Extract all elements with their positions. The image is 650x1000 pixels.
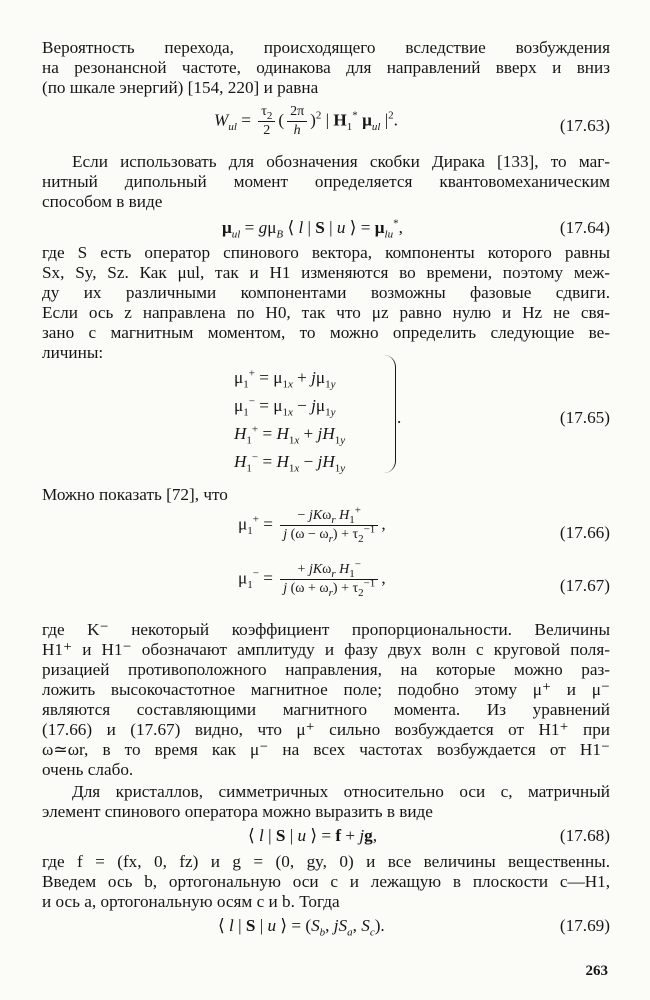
period: . (397, 408, 402, 427)
text-line: нитный дипольный момент определяется квантовомеханическим (42, 172, 610, 191)
equation-number: (17.68) (559, 826, 610, 845)
text-line: Введем ось b, ортогональную оси c и лежащую в плоскости c—H1, (42, 872, 610, 891)
equation-number: (17.66) (559, 523, 610, 542)
page-number: 263 (585, 963, 608, 979)
text-line: ду их различными компонентами возможны фазовые сдвиги. (42, 283, 610, 302)
text-line: личины: (42, 343, 104, 362)
equation-17-63: $W_{ul}$ = $\frac{\tau_2}{2}$ ( $\frac{2\pi}{h}$ )$^2$ | $H_1^*$ $\mu_{ul}$ $|^2$. (214, 104, 398, 138)
equation-17-67: $\mu_1^-$ = $\frac{+ jK\omega_r H_1^-}{j (\omega + \omega_r) + \tau_2^{-1}}$ , (238, 558, 386, 599)
text-line: H1⁺ и H1⁻ обозначают амплитуду и фазу двух волн с круговой поля- (42, 640, 610, 659)
equation-17-66: $\mu_1^+$ = $\frac{- jK\omega_r H_1^+}{j (\omega - \omega_r) + \tau_2^{-1}}$ , (238, 504, 386, 545)
text-line: на резонансной частоте, одинакова для направлений вверх и вниз (42, 58, 610, 77)
text-line: Для кристаллов, симметричных относительно оси c, матричный (72, 782, 610, 801)
equation-17-65-line: $\mu_1^- = \mu_{1x} - j\mu_{1y}$ (234, 395, 336, 419)
text-line: Если ось z направлена по H0, так что μz равно нулю и Hz не свя- (42, 303, 610, 322)
equation-17-68: ⟨ l | S | u ⟩ = f + jg, (248, 826, 378, 845)
text-line: способом в виде (42, 192, 163, 211)
text-line: (по шкале энергий) [154, 220] и равна (42, 78, 319, 97)
text-line: ризацией противоположного направления, на которые можно раз- (42, 660, 610, 679)
equation-number: (17.63) (559, 116, 610, 135)
equation-17-65-line: $H_1^+ = H_{1x} + jH_{1y}$ (234, 423, 346, 447)
equation-number: (17.69) (559, 916, 610, 935)
text-line: и ось a, ортогональную осям c и b. Тогда (42, 892, 340, 911)
text-line: ложить высокочастотное магнитное поле; подобно этому μ⁺ и μ⁻ (42, 680, 610, 699)
text-line: зано с магнитным моментом, то можно определить следующие ве- (42, 323, 610, 342)
text-line: Sx, Sy, Sz. Как μul, так и H1 изменяются во времени, поэтому меж- (42, 263, 610, 282)
equation-17-65-line: $\mu_1^+ = \mu_{1x} + j\mu_{1y}$ (234, 367, 336, 391)
text-line: где f = (fx, 0, fz) и g = (0, gy, 0) и все величины вещественны. (42, 852, 610, 871)
text-line: являются составляющими магнитного момента. Из уравнений (42, 700, 610, 719)
text-line: очень слабо. (42, 760, 134, 779)
right-brace (383, 355, 396, 473)
equation-number: (17.65) (559, 408, 610, 427)
equation-number: (17.67) (559, 576, 610, 595)
text-line: Можно показать [72], что (42, 485, 228, 504)
equation-17-65-line: $H_1^- = H_{1x} - jH_{1y}$ (234, 451, 346, 475)
text-line: Вероятность перехода, происходящего вследствие возбуждения (42, 38, 610, 57)
text-line: где S есть оператор спинового вектора, компоненты которого равны (42, 243, 610, 262)
text-line: Если использовать для обозначения скобки Дирака [133], то маг- (72, 152, 610, 171)
text-line: элемент спинового оператора можно выразить в виде (42, 802, 433, 821)
text-line: где K⁻ некоторый коэффициент пропорциональности. Величины (42, 620, 610, 639)
equation-17-64: $\mu_{ul} = g\mu_B$ ⟨ l | S | u ⟩ = $\mu_{lu}^*$, (222, 217, 403, 241)
equation-17-69: ⟨ l | S | u ⟩ = ($S_b$, $jS_a$, $S_c$). (218, 916, 385, 939)
equation-number: (17.64) (559, 218, 610, 237)
text-line: ω≃ωr, в то время как μ⁻ на всех частотах возбуждается от H1⁻ (42, 740, 610, 759)
text-line: (17.66) и (17.67) видно, что μ⁺ сильно возбуждается от H1⁺ при (42, 720, 610, 739)
